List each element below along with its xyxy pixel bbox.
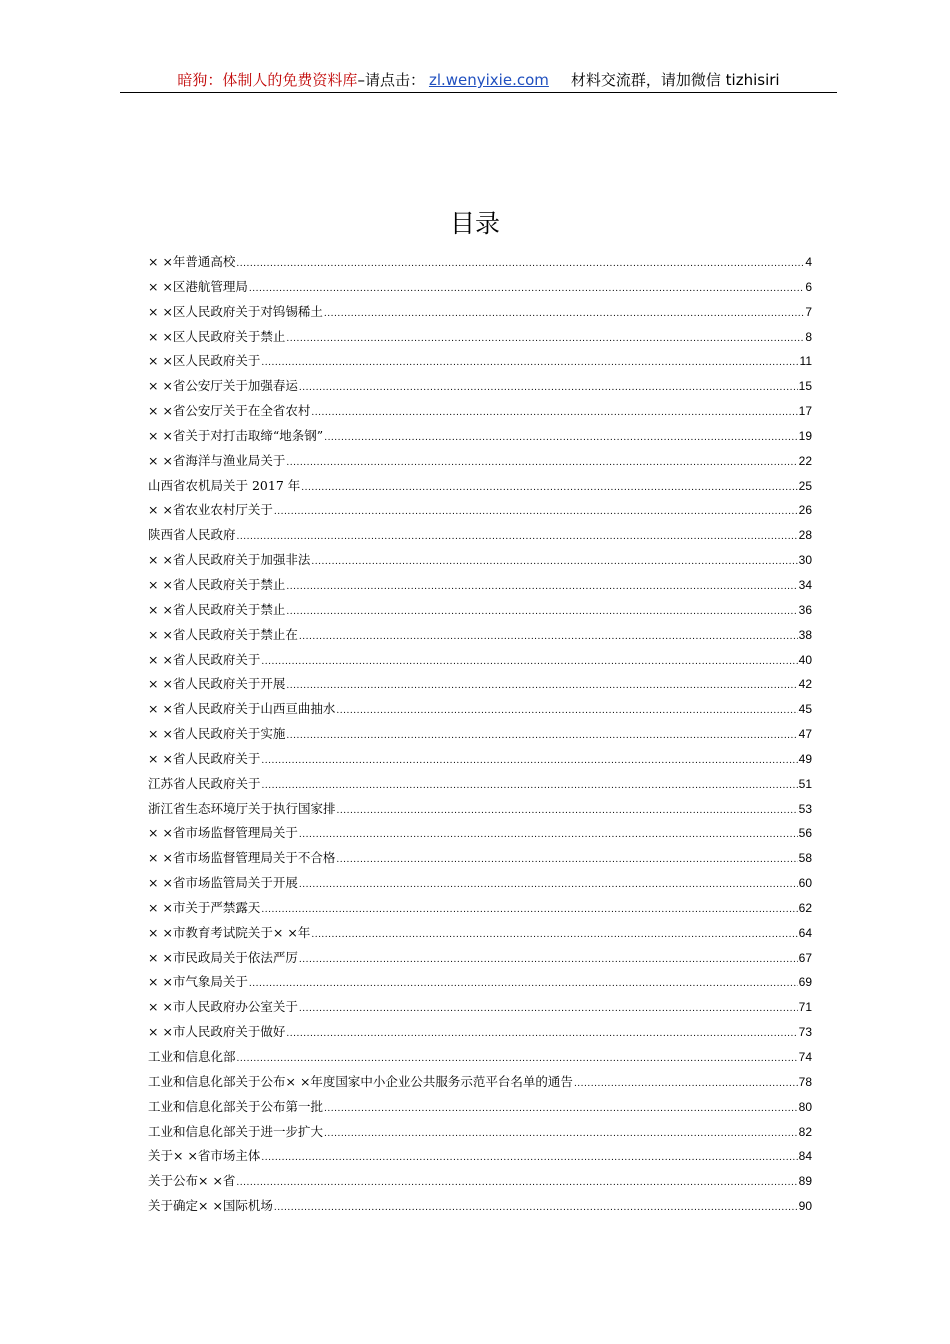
toc-entry-title: × ×省公安厅关于加强春运 xyxy=(148,378,298,394)
toc-entry-title: 工业和信息化部关于公布第一批 xyxy=(148,1098,324,1114)
toc-leader-dots xyxy=(286,325,804,352)
toc-entry-page: 17 xyxy=(798,404,812,419)
toc-leader-dots xyxy=(286,598,797,625)
toc-entry-title: × ×市民政局关于依法严厉 xyxy=(148,949,298,965)
toc-leader-dots xyxy=(249,970,798,997)
toc-leader-dots xyxy=(286,672,797,699)
toc-entry-page: 90 xyxy=(798,1199,812,1214)
toc-entry-title: × ×区人民政府关于 xyxy=(148,353,261,369)
toc-entry-page: 36 xyxy=(798,602,812,617)
toc-leader-dots xyxy=(311,399,797,426)
toc-entry[interactable] xyxy=(148,995,812,1020)
toc-leader-dots xyxy=(299,946,798,973)
toc-entry[interactable] xyxy=(148,250,812,275)
toc-leader-dots xyxy=(299,995,798,1022)
toc-entry-page: 49 xyxy=(798,751,812,766)
toc-entry-title: × ×省人民政府关于禁止 xyxy=(148,576,286,592)
header-click-prompt: –请点击： xyxy=(357,71,425,89)
page-header xyxy=(120,68,837,92)
toc-entry[interactable] xyxy=(148,449,812,474)
toc-entry-title: × ×省人民政府关于 xyxy=(148,651,261,667)
toc-entry-title: 关于确定× ×国际机场 xyxy=(148,1198,273,1214)
toc-entry-page: 15 xyxy=(798,379,812,394)
toc-leader-dots xyxy=(286,449,797,476)
toc-entry[interactable] xyxy=(148,598,812,623)
toc-leader-dots xyxy=(574,1070,798,1097)
toc-entry-title: × ×省人民政府关于实施 xyxy=(148,726,286,742)
toc-entry-page: 51 xyxy=(798,776,812,791)
toc-entry-title: × ×省公安厅关于在全省农村 xyxy=(148,403,311,419)
toc-entry-title: × ×省市场监管局关于开展 xyxy=(148,875,298,891)
toc-entry-title: × ×区人民政府关于禁止 xyxy=(148,328,286,344)
toc-entry[interactable] xyxy=(148,374,812,399)
toc-entry[interactable] xyxy=(148,697,812,722)
toc-entry-title: × ×区人民政府关于对钨锡稀土 xyxy=(148,303,323,319)
toc-entry[interactable] xyxy=(148,772,812,797)
toc-leader-dots xyxy=(336,697,797,724)
toc-entry-page: 56 xyxy=(798,826,812,841)
toc-leader-dots xyxy=(299,821,798,848)
toc-entry-title: 关于公布× ×省 xyxy=(148,1173,236,1189)
toc-entry-title: × ×省关于对打击取缔“地条钢” xyxy=(148,427,324,443)
toc-entry[interactable] xyxy=(148,970,812,995)
toc-leader-dots xyxy=(299,623,798,650)
toc-entry-page: 34 xyxy=(798,577,812,592)
toc-entry[interactable] xyxy=(148,424,812,449)
toc-entry-page: 64 xyxy=(798,925,812,940)
toc-entry[interactable] xyxy=(148,797,812,822)
toc-leader-dots xyxy=(261,1144,797,1171)
toc-leader-dots xyxy=(311,548,797,575)
toc-entry[interactable] xyxy=(148,846,812,871)
toc-leader-dots xyxy=(274,498,798,525)
toc-leader-dots xyxy=(236,250,804,277)
toc-entry[interactable] xyxy=(148,523,812,548)
toc-entry[interactable] xyxy=(148,896,812,921)
toc-entry-page: 62 xyxy=(798,900,812,915)
toc-leader-dots xyxy=(236,1169,797,1196)
header-wechat-note: 材料交流群，请加微信 tizhisiri xyxy=(570,71,780,89)
toc-entry-page: 78 xyxy=(798,1074,812,1089)
toc-entry-page: 58 xyxy=(798,851,812,866)
toc-entry-title: 工业和信息化部关于公布× ×年度国家中小企业公共服务示范平台名单的通告 xyxy=(148,1073,573,1089)
toc-leader-dots xyxy=(274,1194,798,1221)
toc-entry[interactable] xyxy=(148,1045,812,1070)
toc-entry-title: × ×区港航管理局 xyxy=(148,278,248,294)
toc-entry-page: 80 xyxy=(798,1099,812,1114)
toc-entry-page: 38 xyxy=(798,627,812,642)
toc-entry[interactable] xyxy=(148,1194,812,1219)
toc-leader-dots xyxy=(299,871,798,898)
toc-entry-page: 89 xyxy=(798,1174,812,1189)
toc-entry-page: 82 xyxy=(798,1124,812,1139)
toc-leader-dots xyxy=(262,772,798,799)
toc-entry-title: × ×市气象局关于 xyxy=(148,974,248,990)
toc-entry-title: 浙江省生态环境厅关于执行国家排 xyxy=(148,800,336,816)
toc-entry[interactable] xyxy=(148,921,812,946)
toc-entry[interactable] xyxy=(148,325,812,350)
toc-entry[interactable] xyxy=(148,474,812,499)
toc-entry-page: 53 xyxy=(798,801,812,816)
toc-entry-title: × ×省人民政府关于 xyxy=(148,750,261,766)
toc-entry-page: 11 xyxy=(799,354,812,369)
toc-leader-dots xyxy=(237,523,798,550)
toc-leader-dots xyxy=(261,747,797,774)
toc-leader-dots xyxy=(261,349,798,376)
toc-entry-title: × ×市人民政府办公室关于 xyxy=(148,999,298,1015)
toc-leader-dots xyxy=(324,1095,798,1122)
toc-entry[interactable] xyxy=(148,498,812,523)
header-link[interactable]: zl.wenyixie.com xyxy=(428,71,549,89)
toc-entry[interactable] xyxy=(148,623,812,648)
toc-leader-dots xyxy=(286,573,797,600)
toc-entry-page: 19 xyxy=(798,428,812,443)
toc-entry-page: 25 xyxy=(798,478,812,493)
toc-entry-page: 7 xyxy=(805,304,812,319)
toc-leader-dots xyxy=(311,921,797,948)
toc-entry-title: 关于× ×省市场主体 xyxy=(148,1148,261,1164)
toc-entry-title: × ×省市场监督管理局关于 xyxy=(148,825,298,841)
toc-entry[interactable] xyxy=(148,1070,812,1095)
toc-entry-page: 47 xyxy=(798,727,812,742)
toc-entry-title: 陕西省人民政府 xyxy=(148,527,236,543)
toc-entry[interactable] xyxy=(148,573,812,598)
toc-entry-page: 4 xyxy=(805,255,812,269)
header-divider xyxy=(120,92,837,93)
toc-entry[interactable] xyxy=(148,821,812,846)
toc-entry-title: 江苏省人民政府关于 xyxy=(148,775,261,791)
toc-entry-title: 工业和信息化部 xyxy=(148,1049,236,1064)
toc-entry[interactable] xyxy=(148,747,812,772)
toc-entry-title: × ×市关于严禁露天 xyxy=(148,899,261,915)
toc-leader-dots xyxy=(301,474,797,501)
toc-entry[interactable] xyxy=(148,548,812,573)
toc-entry-page: 74 xyxy=(798,1050,812,1064)
toc-entry-title: × ×省市场监督管理局关于不合格 xyxy=(148,850,336,866)
toc-entry-page: 8 xyxy=(805,329,812,344)
toc-entry-title: × ×省人民政府关于禁止在 xyxy=(148,626,298,642)
toc-entry-page: 40 xyxy=(798,652,812,667)
toc-entry-page: 84 xyxy=(798,1149,812,1164)
toc-entry-title: × ×市教育考试院关于× ×年 xyxy=(148,924,311,940)
toc-entry-page: 30 xyxy=(798,553,812,568)
toc-entry[interactable] xyxy=(148,1020,812,1045)
toc-entry-page: 26 xyxy=(798,503,812,518)
toc-entry-page: 28 xyxy=(798,528,812,543)
toc-leader-dots xyxy=(336,846,797,873)
toc-entry[interactable] xyxy=(148,349,812,374)
toc-entry-title: × ×市人民政府关于做好 xyxy=(148,1024,286,1040)
toc-entry-title: × ×省人民政府关于禁止 xyxy=(148,601,286,617)
toc-entry[interactable] xyxy=(148,1144,812,1169)
toc-entry[interactable] xyxy=(148,1169,812,1194)
toc-leader-dots xyxy=(249,275,804,302)
toc-leader-dots xyxy=(299,374,798,401)
toc-leader-dots xyxy=(261,648,797,675)
toc-entry-title: × ×省农业农村厅关于 xyxy=(148,502,273,518)
toc-entry-title: × ×省人民政府关于山西亘曲抽水 xyxy=(148,701,336,717)
toc-entry-title: × ×省人民政府关于开展 xyxy=(148,676,286,692)
toc-list xyxy=(148,250,812,1219)
toc-entry[interactable] xyxy=(148,672,812,697)
toc-entry-title: × ×省人民政府关于加强非法 xyxy=(148,552,311,568)
toc-leader-dots xyxy=(261,896,797,923)
toc-entry-page: 71 xyxy=(798,1000,812,1015)
toc-leader-dots xyxy=(337,797,798,824)
toc-entry[interactable] xyxy=(148,722,812,747)
toc-leader-dots xyxy=(286,1020,797,1047)
header-site-name: 暗狗：体制人的免费资料库 xyxy=(177,71,358,89)
toc-entry-page: 67 xyxy=(798,950,812,965)
toc-leader-dots xyxy=(237,1045,798,1072)
toc-entry-title: 工业和信息化部关于进一步扩大 xyxy=(148,1123,324,1139)
toc-entry-title: × ×省海洋与渔业局关于 xyxy=(148,452,286,468)
toc-entry[interactable] xyxy=(148,871,812,896)
toc-entry[interactable] xyxy=(148,946,812,971)
toc-entry-page: 45 xyxy=(798,702,812,717)
toc-leader-dots xyxy=(324,300,804,327)
toc-entry[interactable] xyxy=(148,1120,812,1145)
toc-entry[interactable] xyxy=(148,1095,812,1120)
toc-leader-dots xyxy=(324,424,797,451)
toc-entry[interactable] xyxy=(148,399,812,424)
toc-entry-page: 42 xyxy=(798,677,812,692)
toc-entry-page: 22 xyxy=(798,453,812,468)
toc-entry-page: 60 xyxy=(798,876,812,891)
toc-entry[interactable] xyxy=(148,300,812,325)
toc-entry-title: × ×年普通高校 xyxy=(148,254,236,269)
toc-leader-dots xyxy=(286,722,797,749)
toc-entry-page: 73 xyxy=(798,1025,812,1040)
toc-title: 目录 xyxy=(449,209,500,238)
toc-entry-page: 69 xyxy=(798,975,812,990)
toc-entry[interactable] xyxy=(148,648,812,673)
toc-entry-title: 山西省农机局关于 2017 年 xyxy=(148,477,301,493)
toc-entry[interactable] xyxy=(148,275,812,300)
toc-leader-dots xyxy=(324,1120,798,1147)
toc-entry-page: 6 xyxy=(805,279,812,294)
